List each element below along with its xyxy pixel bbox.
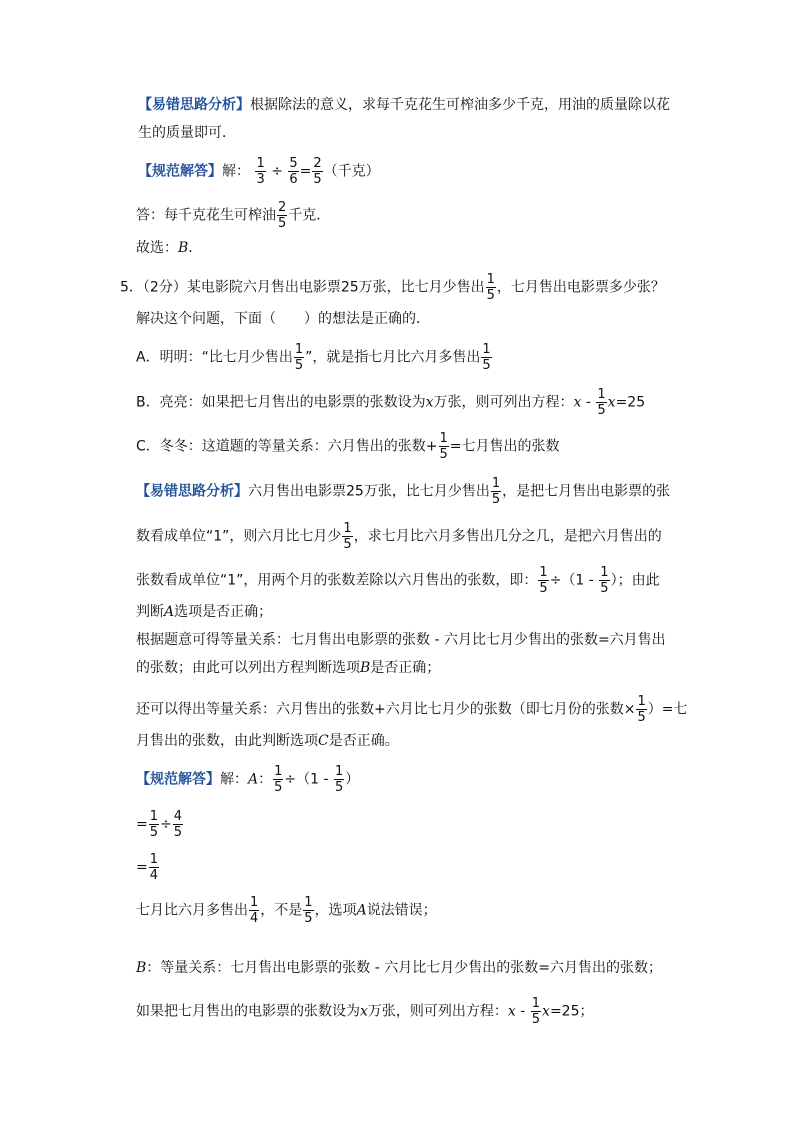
denominator: 5 — [637, 710, 646, 725]
numerator: 1 — [482, 342, 491, 357]
fraction — [294, 342, 304, 373]
denominator: 5 — [274, 780, 283, 795]
denominator: 5 — [439, 447, 448, 462]
numerator: 1 — [250, 895, 259, 910]
numerator: 2 — [313, 156, 322, 171]
analysis5-line-2 — [136, 521, 662, 552]
solution5-line-3 — [136, 852, 160, 883]
option-letter: A — [164, 604, 175, 620]
analysis-text: ）；由此 — [610, 572, 660, 589]
analysis-text: 根据题意可得等量关系：七月售出电影票的张数 - 六月比七月少售出的张数=六月售出 — [136, 632, 666, 648]
equation-tail: =25； — [549, 1003, 594, 1020]
numerator: 1 — [600, 565, 609, 580]
solution-text: 如果把七月售出的电影票的张数设为 — [136, 1003, 360, 1020]
analysis-text: 的张数；由此可以列出方程判断选项 — [136, 660, 360, 676]
analysis-text: ，是把七月售出电影票的张 — [502, 483, 671, 500]
analysis-tag: 【易错思路分析】 — [136, 483, 248, 500]
close-paren: ） — [345, 771, 360, 788]
choice-letter: B — [178, 240, 189, 256]
fraction — [596, 387, 606, 418]
variable-x: x — [507, 1003, 516, 1020]
denominator: 5 — [597, 403, 606, 418]
q5-line-2 — [136, 309, 430, 329]
prev-choice-line — [136, 238, 202, 258]
numerator: 1 — [335, 764, 344, 779]
solution-text: ，不是 — [260, 902, 303, 919]
denominator: 5 — [539, 581, 548, 596]
q5-instruction: 解决这个问题，下面（ ）的想法是正确的． — [136, 311, 430, 327]
analysis-text: 选项是否正确； — [174, 604, 273, 620]
equals-sign: = — [136, 816, 148, 833]
variable-x: x — [425, 394, 434, 411]
choice-prefix: 故选： — [136, 240, 178, 256]
fraction — [334, 764, 344, 795]
option-c-tail: =七月售出的张数 — [449, 438, 560, 455]
equals-sign: = — [136, 859, 148, 876]
variable-x: x — [542, 1003, 550, 1020]
prev-analysis-line-2 — [138, 123, 236, 143]
denominator: 5 — [343, 537, 352, 552]
analysis5-line-5 — [136, 630, 666, 650]
fraction — [538, 565, 548, 596]
denominator: 5 — [482, 358, 491, 373]
fraction — [481, 342, 491, 373]
denominator: 5 — [149, 825, 159, 840]
solution5-line-2 — [136, 809, 184, 840]
analysis5-line-4 — [136, 602, 272, 622]
analysis-text: 数看成单位“1”，则六月比七月少 — [136, 528, 342, 545]
denominator: 4 — [250, 911, 259, 926]
analysis5-line-6 — [136, 658, 440, 678]
minus-sign: - — [581, 394, 596, 411]
fraction — [486, 272, 496, 303]
numerator: 1 — [274, 764, 283, 779]
numerator: 1 — [149, 809, 159, 824]
analysis5-line-7 — [136, 694, 687, 725]
prev-analysis-text-1: 根据除法的意义，求每千克花生可榨油多少千克，用油的质量除以花 — [250, 97, 670, 113]
solution-text: ：等量关系：七月售出电影票的张数 - 六月比七月少售出的张数=六月售出的张数； — [146, 960, 662, 976]
q5-stem-line — [120, 272, 665, 303]
numerator: 1 — [597, 387, 606, 402]
fraction — [599, 565, 609, 596]
numerator: 1 — [539, 565, 548, 580]
denominator: 5 — [278, 216, 287, 231]
option-letter: C — [318, 733, 329, 749]
numerator: 1 — [294, 342, 304, 357]
divide-sign: ÷ — [271, 163, 283, 180]
analysis-text: 是否正确。 — [328, 733, 399, 749]
numerator: 1 — [304, 895, 313, 910]
q5-stem-tail: ，七月售出电影票多少张？ — [496, 279, 665, 296]
solution-text: 万张，则可列出方程： — [367, 1003, 508, 1020]
fraction — [491, 476, 501, 507]
fraction — [249, 895, 259, 926]
solution5-line-6 — [136, 996, 594, 1027]
solution-text: 说法错误； — [366, 902, 437, 919]
option-letter: B — [360, 660, 371, 676]
denominator: 5 — [304, 911, 313, 926]
numerator: 1 — [343, 521, 352, 536]
solution5-line-4 — [136, 895, 437, 926]
fraction — [149, 852, 159, 883]
numerator: 1 — [149, 852, 159, 867]
prev-analysis-text-2: 生的质量即可． — [138, 125, 236, 141]
option-letter: B — [136, 960, 147, 976]
answer-prefix: 答：每千克花生可榨油 — [136, 207, 276, 224]
q5-option-b — [136, 387, 645, 418]
solution5-line-5 — [136, 958, 662, 978]
equals-sign: = — [299, 163, 312, 180]
denominator: 6 — [289, 172, 298, 187]
solution-prefix: 解： — [220, 771, 248, 788]
fraction — [288, 156, 298, 187]
analysis-text: ）=七 — [647, 701, 688, 718]
analysis-tag: 【易错思路分析】 — [138, 97, 250, 113]
numerator: 5 — [289, 156, 298, 171]
analysis-text: 六月售出电影票25万张，比七月少售出 — [248, 483, 490, 500]
analysis-expression: ÷（1 - — [549, 572, 599, 589]
variable-x: x — [360, 1003, 368, 1020]
fraction — [312, 156, 322, 187]
fraction — [277, 200, 287, 231]
analysis-text: 还可以得出等量关系：六月售出的张数+六月比七月少的张数（即七月份的张数× — [136, 701, 636, 718]
numerator: 1 — [531, 996, 541, 1011]
denominator: 5 — [600, 581, 609, 596]
option-letter: A — [248, 771, 259, 788]
option-letter: A — [356, 902, 367, 919]
fraction — [273, 764, 283, 795]
solution-text: 七月比六月多售出 — [136, 902, 248, 919]
answer-suffix: 千克． — [288, 207, 331, 224]
divide-sign: ÷ — [160, 816, 172, 833]
option-b-text: B．亮亮：如果把七月售出的电影票的张数设为 — [136, 394, 426, 411]
fraction — [255, 156, 265, 187]
analysis5-line-8 — [136, 731, 399, 751]
option-b-mid: 万张，则可列出方程： — [433, 394, 574, 411]
prev-answer-line — [136, 200, 330, 231]
analysis-text: 判断 — [136, 604, 164, 620]
analysis-text: ，求七月比六月多售出几分之几，是把六月售出的 — [353, 528, 662, 545]
numerator: 4 — [173, 809, 183, 824]
denominator: 4 — [149, 868, 159, 883]
option-c-text: C．冬冬：这道题的等量关系：六月售出的张数+ — [136, 438, 438, 455]
denominator: 5 — [294, 358, 304, 373]
analysis-text: 是否正确； — [370, 660, 441, 676]
numerator: 1 — [637, 694, 646, 709]
numerator: 1 — [486, 272, 495, 287]
choice-end: ． — [188, 240, 203, 256]
solution-tag: 【规范解答】 — [136, 771, 220, 788]
minus-sign: - — [515, 1003, 530, 1020]
q5-option-a — [136, 342, 493, 373]
fraction — [439, 431, 449, 462]
expression: ÷（1 - — [284, 771, 333, 788]
prev-solution-line — [138, 156, 380, 187]
numerator: 2 — [278, 200, 287, 215]
analysis5-line-1 — [136, 476, 670, 507]
denominator: 5 — [313, 172, 322, 187]
fraction — [636, 694, 646, 725]
denominator: 5 — [491, 492, 501, 507]
analysis5-line-3 — [136, 565, 660, 596]
denominator: 5 — [486, 288, 495, 303]
denominator: 5 — [335, 780, 344, 795]
fraction — [173, 809, 183, 840]
equation-tail: =25 — [615, 394, 646, 411]
denominator: 5 — [531, 1012, 541, 1027]
fraction — [531, 996, 541, 1027]
analysis-text: 张数看成单位“1”，用两个月的张数差除以六月售出的张数，即： — [136, 572, 538, 589]
numerator: 1 — [256, 156, 265, 171]
colon: ： — [258, 771, 273, 788]
numerator: 1 — [491, 476, 501, 491]
denominator: 5 — [173, 825, 183, 840]
fraction — [149, 809, 159, 840]
solution-prefix: 解： — [222, 163, 250, 180]
fraction — [303, 895, 313, 926]
q5-option-c — [136, 431, 560, 462]
option-a-mid: ”，就是指七月比六月多售出 — [305, 349, 481, 366]
unit-text: （千克） — [323, 163, 380, 180]
fraction — [342, 521, 352, 552]
solution5-line-1 — [136, 764, 359, 795]
variable-x: x — [607, 394, 616, 411]
denominator: 3 — [256, 172, 265, 187]
solution-tag: 【规范解答】 — [138, 163, 222, 180]
variable-x: x — [573, 394, 582, 411]
solution-text: ，选项 — [314, 902, 357, 919]
prev-analysis-line-1 — [138, 95, 670, 115]
numerator: 1 — [439, 431, 448, 446]
option-a-text: A．明明：“比七月少售出 — [136, 349, 293, 366]
q5-stem: 5．（2分）某电影院六月售出电影票25万张，比七月少售出 — [120, 279, 485, 296]
analysis-text: 月售出的张数，由此判断选项 — [136, 733, 318, 749]
